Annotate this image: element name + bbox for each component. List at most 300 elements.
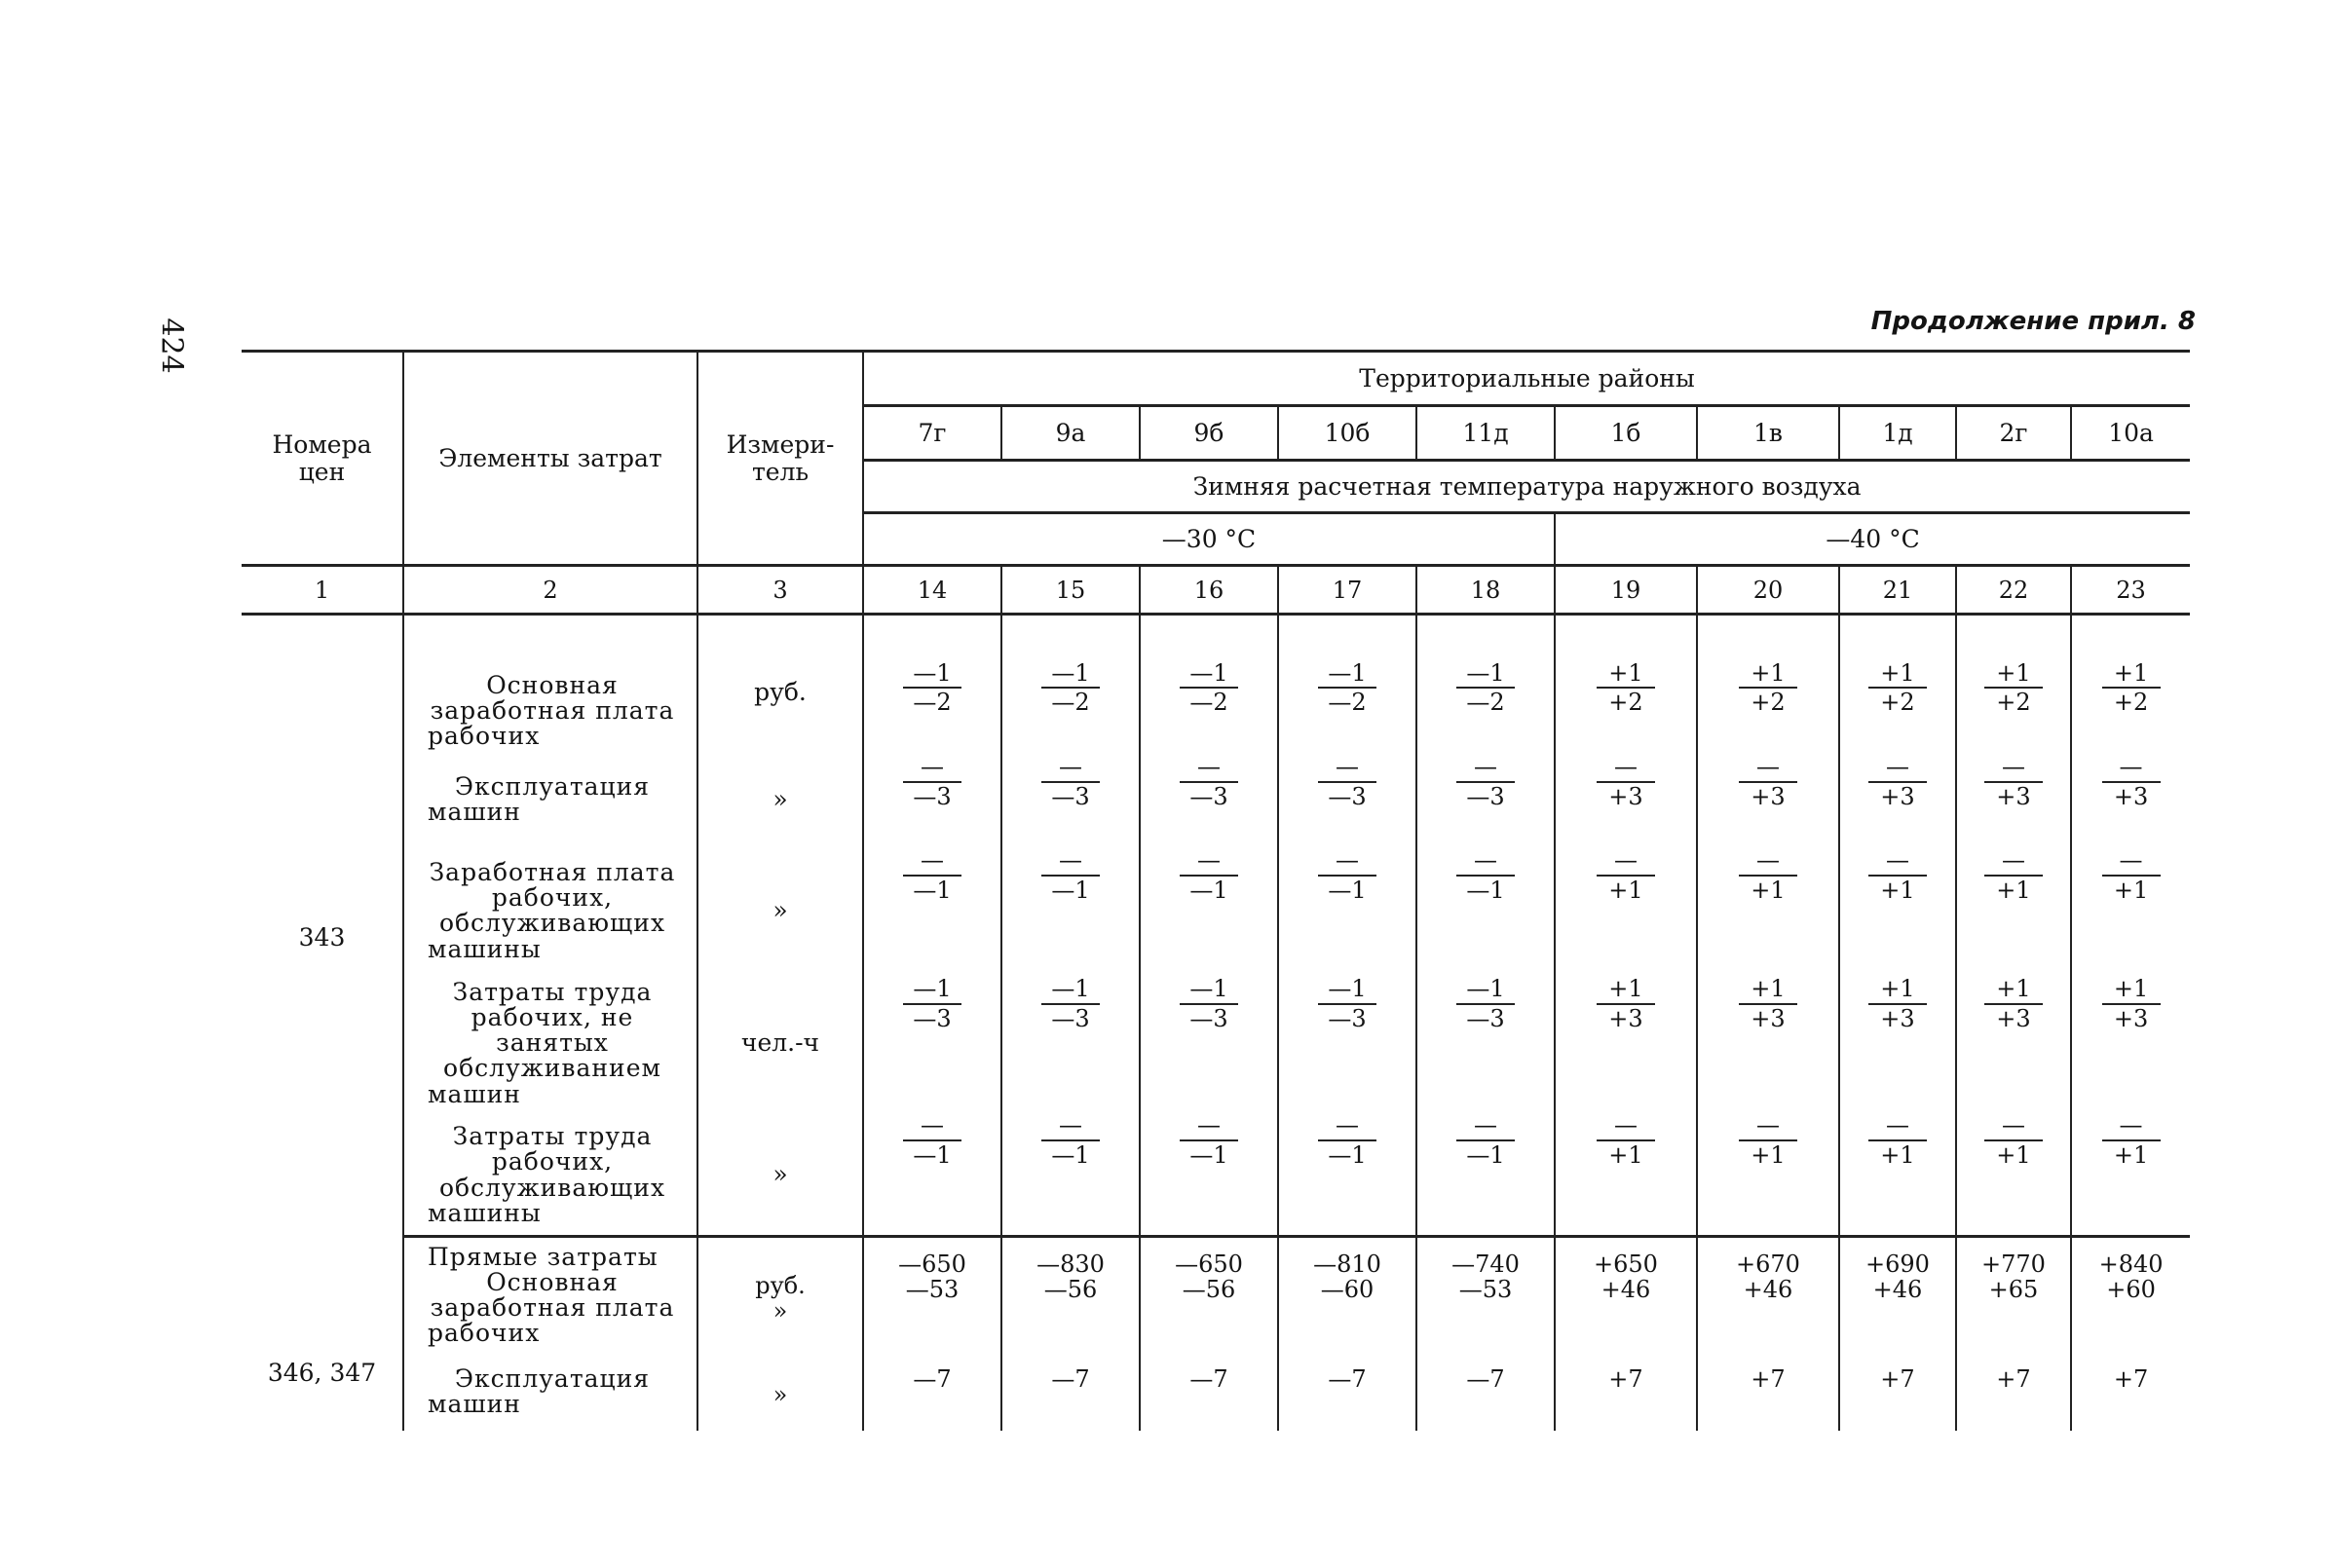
fraction-top: — bbox=[1868, 1111, 1927, 1141]
value: —53 bbox=[905, 1276, 960, 1304]
fraction-value bbox=[1984, 846, 2043, 905]
fraction-value bbox=[1739, 846, 1797, 905]
value: +7 bbox=[1880, 1365, 1915, 1394]
fraction-value bbox=[1984, 659, 2043, 718]
value-cell bbox=[1001, 1236, 1140, 1353]
fraction-value bbox=[1318, 1111, 1376, 1170]
value-cell bbox=[1956, 1107, 2071, 1236]
fraction-top: — bbox=[1456, 1111, 1515, 1141]
fraction-value bbox=[1868, 1111, 1927, 1170]
fraction-bottom: +1 bbox=[1996, 1141, 2031, 1170]
fraction-value bbox=[2102, 753, 2161, 811]
unit-label: » bbox=[697, 842, 863, 971]
region-header: 9б bbox=[1140, 406, 1278, 461]
value-cell bbox=[1697, 1353, 1839, 1431]
column-number: 15 bbox=[1001, 566, 1140, 615]
fraction-top: —1 bbox=[1180, 659, 1238, 690]
fraction-bottom: —1 bbox=[913, 1141, 952, 1170]
fraction-top: — bbox=[903, 1111, 961, 1141]
fraction-top: +1 bbox=[1597, 659, 1655, 690]
unit-label: руб. bbox=[697, 630, 863, 750]
fraction-value bbox=[1868, 975, 1927, 1033]
fraction-value bbox=[1456, 846, 1515, 905]
fraction-value bbox=[1868, 846, 1927, 905]
cost-element-label: Прямые затраты bbox=[428, 1242, 659, 1271]
value-cell bbox=[1140, 1107, 1278, 1236]
value-cell bbox=[2071, 1353, 2190, 1431]
cost-element-label: Заработная плата рабочих, обслуживающих машины bbox=[428, 857, 676, 963]
value-cell bbox=[863, 1107, 1001, 1236]
value-cell bbox=[1697, 842, 1839, 971]
value-cell bbox=[2071, 1107, 2190, 1236]
column-number: 3 bbox=[697, 566, 863, 615]
column-number: 23 bbox=[2071, 566, 2190, 615]
fraction-value bbox=[1984, 1111, 2043, 1170]
header-winter-temperature: Зимняя расчетная температура наружного воздуха bbox=[863, 461, 2190, 513]
unit-label: руб. bbox=[755, 1271, 806, 1299]
value-cell bbox=[1839, 1353, 1956, 1431]
region-header: 1д bbox=[1839, 406, 1956, 461]
value: —7 bbox=[1051, 1365, 1090, 1394]
value: —740 bbox=[1451, 1250, 1520, 1278]
price-number: 346, 347 bbox=[267, 1358, 377, 1387]
fraction-value bbox=[2102, 1111, 2161, 1170]
column-number: 19 bbox=[1555, 566, 1697, 615]
value-cell bbox=[1416, 1107, 1555, 1236]
fraction-value bbox=[1180, 1111, 1238, 1170]
fraction-top: — bbox=[903, 846, 961, 877]
value-cell bbox=[1697, 971, 1839, 1107]
value-cell bbox=[863, 1353, 1001, 1431]
fraction-bottom: —3 bbox=[1328, 1005, 1367, 1033]
value: +7 bbox=[2113, 1365, 2149, 1394]
cost-element-label: Затраты труда рабочих, обслуживающих машины bbox=[428, 1122, 666, 1227]
value: —60 bbox=[1320, 1276, 1375, 1304]
fraction-value bbox=[903, 753, 961, 811]
fraction-value bbox=[1456, 975, 1515, 1033]
value-cell bbox=[1839, 971, 1956, 1107]
value-cell bbox=[1278, 971, 1416, 1107]
fraction-bottom: +3 bbox=[1996, 1005, 2031, 1033]
region-header: 2г bbox=[1956, 406, 2071, 461]
value-cell bbox=[1140, 749, 1278, 842]
fraction-value bbox=[1318, 975, 1376, 1033]
column-number: 18 bbox=[1416, 566, 1555, 615]
fraction-value bbox=[1984, 753, 2043, 811]
fraction-bottom: +3 bbox=[1751, 1005, 1786, 1033]
value: —56 bbox=[1182, 1276, 1236, 1304]
value-cell bbox=[863, 842, 1001, 971]
fraction-value bbox=[1041, 1111, 1100, 1170]
fraction-value bbox=[2102, 846, 2161, 905]
fraction-top: — bbox=[1041, 846, 1100, 877]
table-row bbox=[242, 842, 2190, 971]
value-cell bbox=[863, 971, 1001, 1107]
fraction-bottom: —3 bbox=[1466, 783, 1505, 811]
value-cell bbox=[1278, 842, 1416, 971]
fraction-bottom: +2 bbox=[1996, 689, 2031, 717]
table-row bbox=[242, 749, 2190, 842]
fraction-bottom: +3 bbox=[1880, 783, 1915, 811]
fraction-bottom: +1 bbox=[2113, 1141, 2149, 1170]
value-cell bbox=[1839, 1236, 1956, 1353]
fraction-top: +1 bbox=[1984, 659, 2043, 690]
fraction-top: +1 bbox=[1597, 975, 1655, 1005]
fraction-value bbox=[1739, 975, 1797, 1033]
fraction-top: — bbox=[1456, 846, 1515, 877]
fraction-top: —1 bbox=[903, 975, 961, 1005]
fraction-top: —1 bbox=[1318, 975, 1376, 1005]
fraction-value bbox=[1868, 753, 1927, 811]
unit-label: » bbox=[772, 1297, 788, 1325]
fraction-value bbox=[1984, 975, 2043, 1033]
fraction-bottom: —1 bbox=[1189, 877, 1228, 905]
page-number: 424 bbox=[154, 317, 189, 374]
price-number: 343 bbox=[298, 923, 346, 952]
fraction-top: — bbox=[1180, 1111, 1238, 1141]
value-cell bbox=[1956, 1236, 2071, 1353]
value-cell bbox=[1956, 971, 2071, 1107]
fraction-bottom: +1 bbox=[1880, 1141, 1915, 1170]
fraction-top: —1 bbox=[1318, 659, 1376, 690]
value-cell bbox=[1140, 842, 1278, 971]
value: +46 bbox=[1743, 1276, 1793, 1304]
value-cell bbox=[1555, 630, 1697, 750]
cost-element-label: Затраты труда рабочих, не занятых обслуживанием машин bbox=[428, 977, 661, 1108]
fraction-bottom: +2 bbox=[1751, 689, 1786, 717]
value: +7 bbox=[1996, 1365, 2031, 1394]
fraction-bottom: —1 bbox=[1051, 1141, 1090, 1170]
value-cell bbox=[2071, 630, 2190, 750]
fraction-top: —1 bbox=[1180, 975, 1238, 1005]
price-block-343 bbox=[242, 630, 2190, 1237]
fraction-top: — bbox=[1868, 846, 1927, 877]
fraction-value bbox=[903, 659, 961, 718]
value: +840 bbox=[2098, 1250, 2164, 1278]
fraction-top: +1 bbox=[1739, 975, 1797, 1005]
fraction-top: — bbox=[1597, 753, 1655, 783]
fraction-top: — bbox=[2102, 753, 2161, 783]
fraction-top: +1 bbox=[2102, 975, 2161, 1005]
fraction-value bbox=[2102, 659, 2161, 718]
value: +7 bbox=[1608, 1365, 1643, 1394]
fraction-bottom: +3 bbox=[2113, 1005, 2149, 1033]
value-cell bbox=[1140, 971, 1278, 1107]
value-cell bbox=[1839, 749, 1956, 842]
fraction-value bbox=[903, 1111, 961, 1170]
fraction-bottom: —3 bbox=[1466, 1005, 1505, 1033]
value-cell bbox=[1956, 1353, 2071, 1431]
fraction-top: —1 bbox=[903, 659, 961, 690]
fraction-top: —1 bbox=[1456, 975, 1515, 1005]
value-cell bbox=[1697, 1236, 1839, 1353]
value: +46 bbox=[1601, 1276, 1651, 1304]
column-number: 21 bbox=[1839, 566, 1956, 615]
fraction-value bbox=[1456, 1111, 1515, 1170]
cost-element-label: Эксплуатация машин bbox=[428, 772, 651, 827]
fraction-bottom: —3 bbox=[913, 783, 952, 811]
fraction-bottom: —1 bbox=[1328, 1141, 1367, 1170]
table-row bbox=[242, 630, 2190, 750]
value: —650 bbox=[1175, 1250, 1243, 1278]
value-cell bbox=[1001, 1353, 1140, 1431]
value-cell bbox=[1956, 630, 2071, 750]
fraction-bottom: —1 bbox=[1051, 877, 1090, 905]
value: +690 bbox=[1865, 1250, 1930, 1278]
fraction-value bbox=[1739, 659, 1797, 718]
value: —7 bbox=[913, 1365, 952, 1394]
fraction-bottom: +3 bbox=[1608, 1005, 1643, 1033]
fraction-top: — bbox=[1180, 753, 1238, 783]
fraction-top: — bbox=[1041, 1111, 1100, 1141]
value-cell bbox=[1956, 842, 2071, 971]
header-unit: Измери- тель bbox=[697, 352, 863, 566]
fraction-value bbox=[1868, 659, 1927, 718]
value-cell bbox=[1555, 971, 1697, 1107]
fraction-bottom: —2 bbox=[913, 689, 952, 717]
value-cell bbox=[1555, 842, 1697, 971]
region-header: 1б bbox=[1555, 406, 1697, 461]
value: +650 bbox=[1594, 1250, 1658, 1278]
value-cell bbox=[1001, 971, 1140, 1107]
fraction-top: — bbox=[1984, 1111, 2043, 1141]
fraction-value bbox=[1180, 846, 1238, 905]
value-cell bbox=[1001, 1107, 1140, 1236]
region-header: 11д bbox=[1416, 406, 1555, 461]
column-number-row bbox=[242, 566, 2190, 615]
fraction-top: — bbox=[1868, 753, 1927, 783]
price-block-346-347 bbox=[242, 1236, 2190, 1431]
fraction-top: — bbox=[1597, 1111, 1655, 1141]
temp-group-minus-40: —40 °С bbox=[1555, 513, 2190, 566]
value-cell bbox=[1697, 630, 1839, 750]
fraction-value bbox=[1041, 753, 1100, 811]
value-cell bbox=[1416, 630, 1555, 750]
fraction-top: — bbox=[1318, 753, 1376, 783]
value-cell bbox=[1278, 1236, 1416, 1353]
region-header: 10а bbox=[2071, 406, 2190, 461]
fraction-top: +1 bbox=[1868, 975, 1927, 1005]
fraction-top: — bbox=[2102, 846, 2161, 877]
fraction-top: — bbox=[1318, 1111, 1376, 1141]
column-number: 22 bbox=[1956, 566, 2071, 615]
cost-element-label: Основная заработная плата рабочих bbox=[428, 1267, 675, 1348]
cost-element bbox=[403, 971, 697, 1107]
value: —810 bbox=[1313, 1250, 1381, 1278]
value-cell bbox=[2071, 842, 2190, 971]
value-cell bbox=[1839, 630, 1956, 750]
fraction-value bbox=[1318, 846, 1376, 905]
column-number: 16 bbox=[1140, 566, 1278, 615]
value-cell bbox=[863, 630, 1001, 750]
fraction-bottom: +1 bbox=[1608, 1141, 1643, 1170]
temp-group-minus-30: —30 °С bbox=[863, 513, 1555, 566]
fraction-bottom: —3 bbox=[1328, 783, 1367, 811]
value-cell bbox=[1001, 842, 1140, 971]
table-row bbox=[242, 1236, 2190, 1353]
value: —830 bbox=[1036, 1250, 1105, 1278]
value-cell bbox=[1278, 749, 1416, 842]
value-cell bbox=[1555, 1353, 1697, 1431]
unit-cell bbox=[697, 1353, 863, 1431]
column-number: 14 bbox=[863, 566, 1001, 615]
unit-label: » bbox=[772, 1381, 788, 1409]
value: +60 bbox=[2106, 1276, 2156, 1304]
fraction-bottom: +3 bbox=[1880, 1005, 1915, 1033]
fraction-top: — bbox=[1597, 846, 1655, 877]
fraction-bottom: +3 bbox=[2113, 783, 2149, 811]
value-cell bbox=[1839, 842, 1956, 971]
column-number: 2 bbox=[403, 566, 697, 615]
fraction-value bbox=[1597, 975, 1655, 1033]
region-header: 1в bbox=[1697, 406, 1839, 461]
cost-element bbox=[403, 630, 697, 750]
cost-table bbox=[242, 350, 2190, 1431]
fraction-bottom: +1 bbox=[2113, 877, 2149, 905]
value-cell bbox=[2071, 971, 2190, 1107]
region-header: 7г bbox=[863, 406, 1001, 461]
value-cell bbox=[1555, 749, 1697, 842]
fraction-bottom: —2 bbox=[1051, 689, 1090, 717]
value-cell bbox=[1416, 1353, 1555, 1431]
fraction-value bbox=[903, 846, 961, 905]
fraction-top: — bbox=[903, 753, 961, 783]
fraction-bottom: +1 bbox=[1996, 877, 2031, 905]
fraction-bottom: —2 bbox=[1189, 689, 1228, 717]
value-cell bbox=[1697, 749, 1839, 842]
fraction-value bbox=[1180, 753, 1238, 811]
unit-label: чел.-ч bbox=[697, 971, 863, 1107]
fraction-bottom: —1 bbox=[1466, 877, 1505, 905]
value: —53 bbox=[1458, 1276, 1513, 1304]
unit-cell bbox=[697, 1236, 863, 1353]
cost-element-label: Основная заработная плата рабочих bbox=[428, 670, 675, 750]
unit-label: » bbox=[697, 1107, 863, 1236]
header-territorial-regions: Территориальные районы bbox=[863, 352, 2190, 406]
header-price-numbers: Номера цен bbox=[242, 352, 403, 566]
value-cell bbox=[1278, 1107, 1416, 1236]
value-cell bbox=[1555, 1107, 1697, 1236]
fraction-bottom: +3 bbox=[1608, 783, 1643, 811]
value-cell bbox=[2071, 749, 2190, 842]
fraction-bottom: —1 bbox=[1466, 1141, 1505, 1170]
fraction-bottom: —3 bbox=[1051, 783, 1090, 811]
table-row bbox=[242, 1353, 2190, 1431]
value-cell bbox=[1140, 1236, 1278, 1353]
value-cell bbox=[1278, 1353, 1416, 1431]
fraction-value bbox=[1318, 753, 1376, 811]
region-header: 10б bbox=[1278, 406, 1416, 461]
fraction-top: — bbox=[1318, 846, 1376, 877]
fraction-bottom: —3 bbox=[1051, 1005, 1090, 1033]
fraction-top: +1 bbox=[2102, 659, 2161, 690]
value: —56 bbox=[1043, 1276, 1098, 1304]
fraction-top: — bbox=[1180, 846, 1238, 877]
table-row bbox=[242, 1107, 2190, 1236]
fraction-value bbox=[1739, 753, 1797, 811]
fraction-bottom: +1 bbox=[1751, 1141, 1786, 1170]
value: +7 bbox=[1751, 1365, 1786, 1394]
fraction-value bbox=[1597, 1111, 1655, 1170]
fraction-bottom: —1 bbox=[1328, 877, 1367, 905]
table-row bbox=[242, 971, 2190, 1107]
cost-element bbox=[403, 1353, 697, 1431]
fraction-top: — bbox=[2102, 1111, 2161, 1141]
fraction-bottom: +1 bbox=[1751, 877, 1786, 905]
fraction-top: —1 bbox=[1041, 659, 1100, 690]
fraction-bottom: +1 bbox=[1608, 877, 1643, 905]
cost-element bbox=[403, 749, 697, 842]
column-number: 1 bbox=[242, 566, 403, 615]
fraction-value bbox=[1456, 753, 1515, 811]
fraction-top: —1 bbox=[1041, 975, 1100, 1005]
fraction-top: — bbox=[1984, 753, 2043, 783]
value-cell bbox=[863, 1236, 1001, 1353]
fraction-top: — bbox=[1739, 846, 1797, 877]
fraction-top: — bbox=[1456, 753, 1515, 783]
continuation-label: Продолжение прил. 8 bbox=[1870, 307, 2196, 336]
fraction-value bbox=[1180, 975, 1238, 1033]
value: +770 bbox=[1981, 1250, 2046, 1278]
fraction-value bbox=[1318, 659, 1376, 718]
fraction-top: — bbox=[1739, 753, 1797, 783]
value-cell bbox=[1416, 749, 1555, 842]
value: +670 bbox=[1736, 1250, 1800, 1278]
fraction-bottom: +1 bbox=[1880, 877, 1915, 905]
fraction-bottom: +2 bbox=[1608, 689, 1643, 717]
unit-label: » bbox=[697, 749, 863, 842]
value-cell bbox=[1001, 630, 1140, 750]
fraction-value bbox=[1597, 846, 1655, 905]
cost-element bbox=[403, 1236, 697, 1353]
region-header: 9а bbox=[1001, 406, 1140, 461]
fraction-value bbox=[2102, 975, 2161, 1033]
fraction-top: — bbox=[1984, 846, 2043, 877]
fraction-bottom: —2 bbox=[1328, 689, 1367, 717]
fraction-bottom: —3 bbox=[913, 1005, 952, 1033]
fraction-value bbox=[1180, 659, 1238, 718]
fraction-value bbox=[1041, 846, 1100, 905]
value-cell bbox=[1416, 1236, 1555, 1353]
value: —7 bbox=[1466, 1365, 1505, 1394]
fraction-bottom: —3 bbox=[1189, 783, 1228, 811]
fraction-bottom: —1 bbox=[913, 877, 952, 905]
value-cell bbox=[2071, 1236, 2190, 1353]
fraction-value bbox=[1597, 753, 1655, 811]
fraction-top: +1 bbox=[1739, 659, 1797, 690]
fraction-top: —1 bbox=[1456, 659, 1515, 690]
value-cell bbox=[1956, 749, 2071, 842]
column-number: 17 bbox=[1278, 566, 1416, 615]
cost-element bbox=[403, 842, 697, 971]
value: —7 bbox=[1189, 1365, 1228, 1394]
value-cell bbox=[1416, 971, 1555, 1107]
fraction-bottom: +2 bbox=[1880, 689, 1915, 717]
fraction-value bbox=[1739, 1111, 1797, 1170]
value-cell bbox=[1140, 1353, 1278, 1431]
value: +46 bbox=[1872, 1276, 1923, 1304]
fraction-top: — bbox=[1041, 753, 1100, 783]
column-number: 20 bbox=[1697, 566, 1839, 615]
value: —650 bbox=[898, 1250, 966, 1278]
value: —7 bbox=[1328, 1365, 1367, 1394]
value-cell bbox=[1001, 749, 1140, 842]
cost-element bbox=[403, 1107, 697, 1236]
fraction-bottom: —2 bbox=[1466, 689, 1505, 717]
fraction-value bbox=[1041, 659, 1100, 718]
fraction-value bbox=[1041, 975, 1100, 1033]
fraction-bottom: —3 bbox=[1189, 1005, 1228, 1033]
